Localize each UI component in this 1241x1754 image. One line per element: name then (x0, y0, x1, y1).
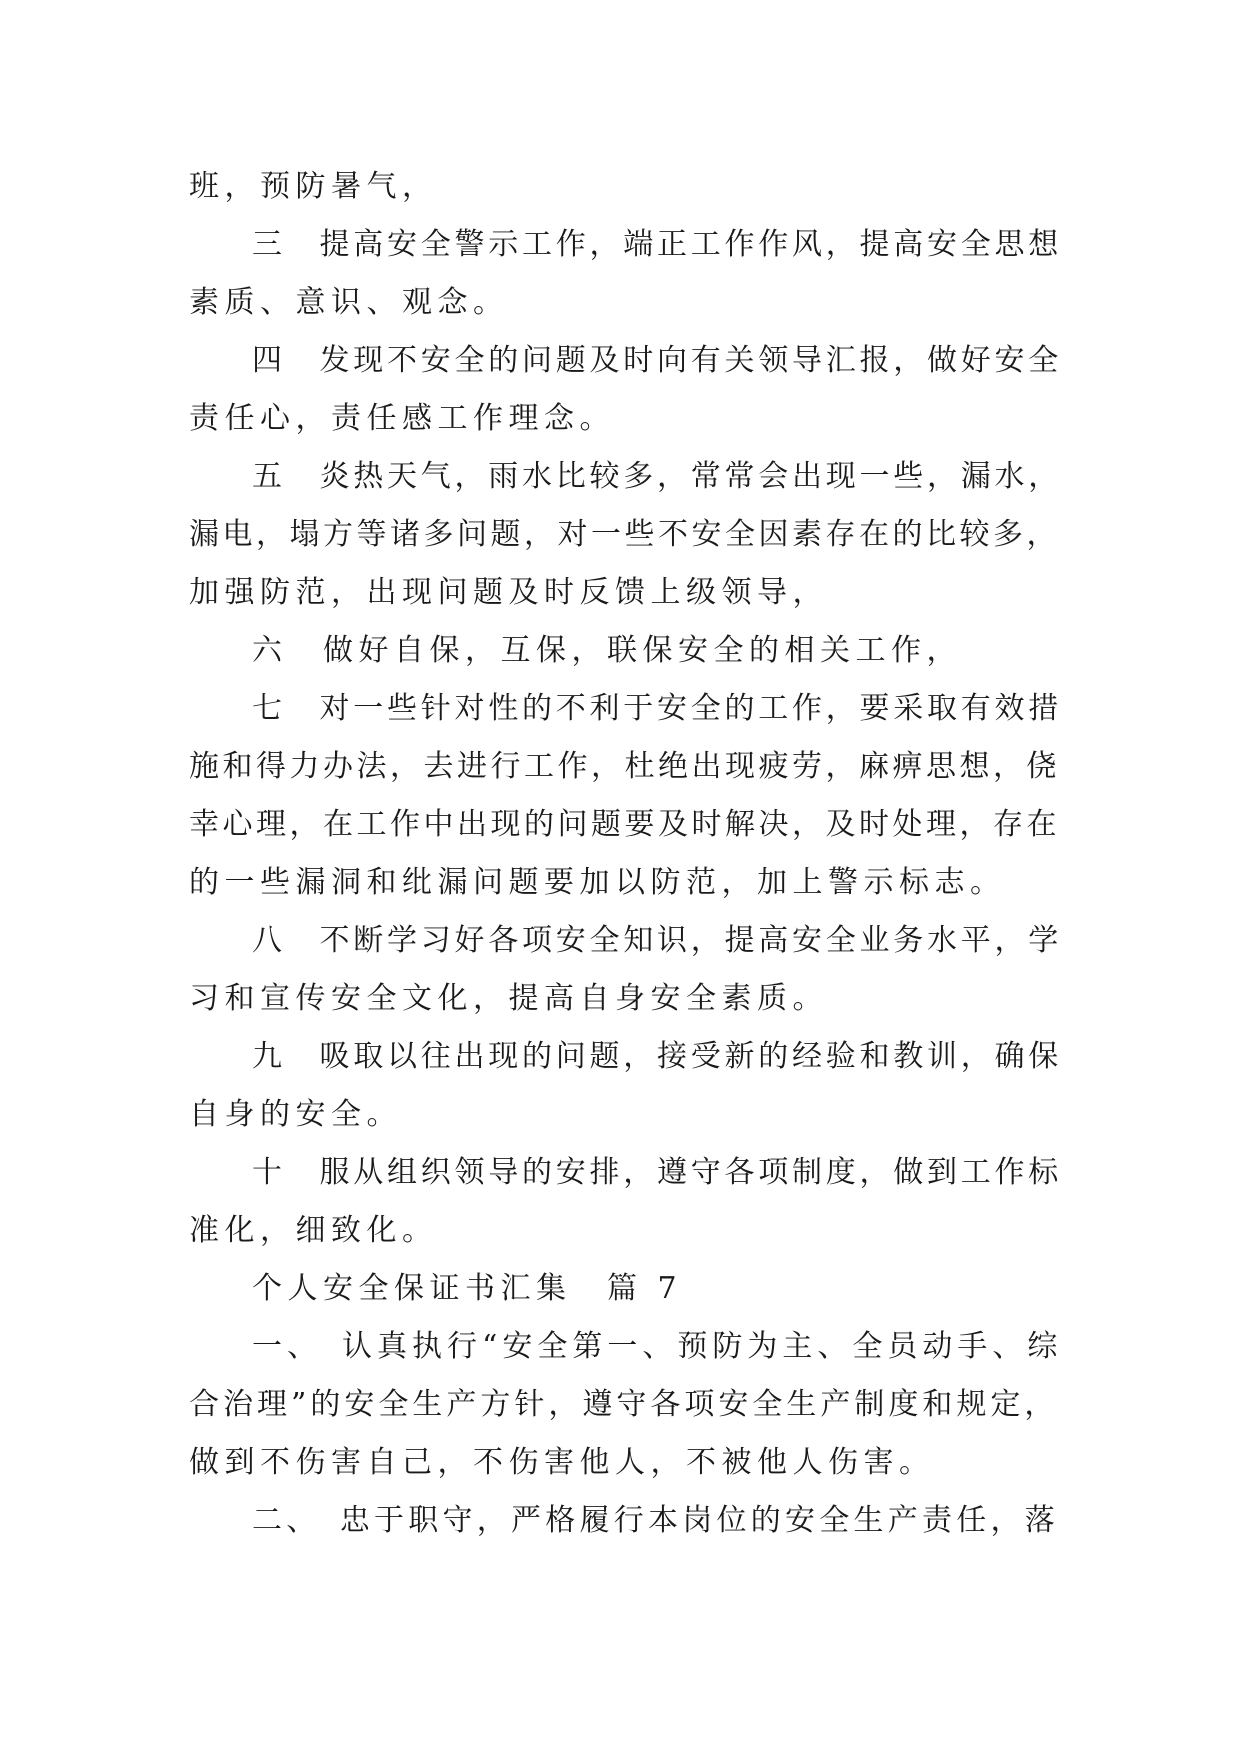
document-body (189, 158, 1064, 1550)
text-line: 的一些漏洞和纰漏问题要加以防范，加上警示标志。 (189, 865, 1006, 900)
text-line: 加强防范，出现问题及时反馈上级领导， (189, 575, 828, 610)
paragraph (189, 622, 1064, 680)
text-line: 四 发现不安全的问题及时向有关领导汇报，做好安全 (252, 343, 1062, 378)
text-line: 二、 忠于职守，严格履行本岗位的安全生产责任，落 (252, 1503, 1059, 1538)
text-line: 六 做好自保，互保，联保安全的相关工作， (252, 633, 962, 668)
text-line: 个人安全保证书汇集 篇 7 (252, 1271, 683, 1306)
text-line: 一、 认真执行“安全第一、预防为主、全员动手、综 (252, 1329, 1063, 1364)
text-line: 十 服从组织领导的安排，遵守各项制度，做到工作标 (252, 1155, 1062, 1190)
text-line: 五 炎热天气，雨水比较多，常常会出现一些，漏水， (252, 459, 1062, 494)
paragraph (189, 1260, 1064, 1318)
text-line: 做到不伤害自己，不伤害他人，不被他人伤害。 (189, 1445, 935, 1480)
text-line: 八 不断学习好各项安全知识，提高安全业务水平，学 (252, 923, 1062, 958)
text-line: 幸心理，在工作中出现的问题要及时解决，及时处理，存在 (189, 807, 1060, 842)
paragraph (189, 448, 1064, 622)
text-line: 素质、意识、观念。 (189, 285, 509, 320)
text-line: 三 提高安全警示工作，端正工作作风，提高安全思想 (252, 227, 1062, 262)
text-line: 习和宣传安全文化，提高自身安全素质。 (189, 981, 828, 1016)
text-line: 七 对一些针对性的不利于安全的工作，要采取有效措 (252, 691, 1062, 726)
text-line: 施和得力办法，去进行工作，杜绝出现疲劳，麻痹思想，侥 (189, 749, 1060, 784)
paragraph (189, 1492, 1064, 1550)
text-line: 合治理”的安全生产方针，遵守各项安全生产制度和规定， (189, 1387, 1059, 1422)
text-line: 责任心，责任感工作理念。 (189, 401, 615, 436)
paragraph (189, 912, 1064, 1028)
text-line: 漏电，塌方等诸多问题，对一些不安全因素存在的比较多， (189, 517, 1060, 552)
text-line: 自身的安全。 (189, 1097, 402, 1132)
text-line: 班，预防暑气， (189, 169, 438, 204)
paragraph (189, 1144, 1064, 1260)
paragraph (189, 1318, 1064, 1492)
text-line: 准化，细致化。 (189, 1213, 438, 1248)
paragraph (189, 332, 1064, 448)
text-line: 九 吸取以往出现的问题，接受新的经验和教训，确保 (252, 1039, 1062, 1074)
paragraph (189, 680, 1064, 912)
paragraph (189, 216, 1064, 332)
paragraph (189, 158, 1064, 216)
paragraph (189, 1028, 1064, 1144)
